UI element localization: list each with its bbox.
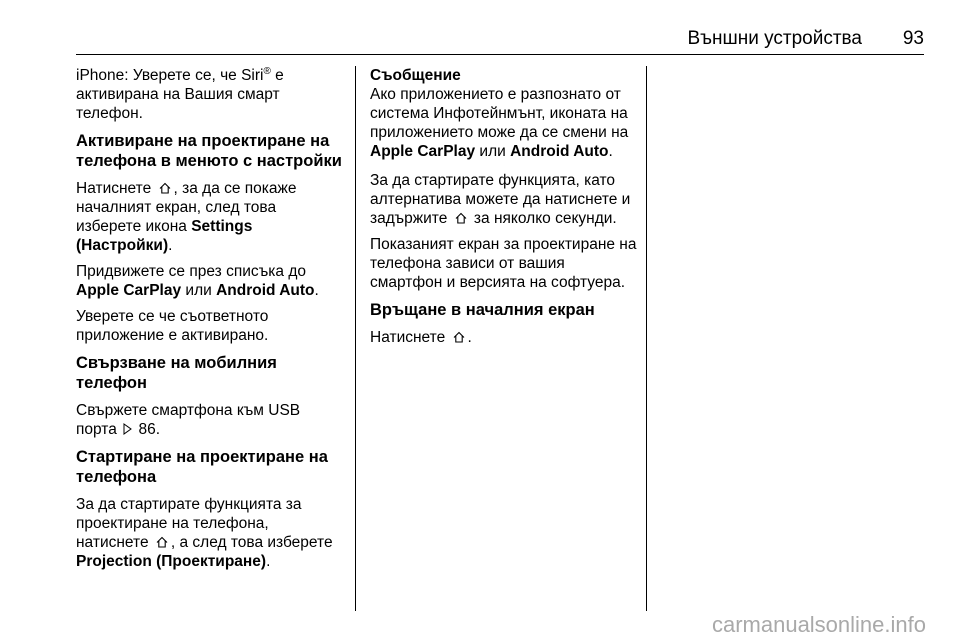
home-icon [158, 181, 172, 195]
usb-paragraph: Свържете смартфона към USB порта 86. [76, 402, 301, 438]
screen-depends-paragraph: Показаният екран за проектиране на телефона зависи от вашия смартфон и версията на софтуера. [370, 236, 637, 291]
press-hold-paragraph: За да стартирате функцията, като алтернатива можете да натиснете и задържите за няколко секунди. [370, 172, 631, 227]
left-column [76, 66, 344, 578]
page-reference-arrow-icon [123, 423, 132, 435]
heading-return-home: Връщане в началния екран [370, 301, 595, 319]
home-icon [454, 211, 468, 225]
home-icon [452, 330, 466, 344]
start-projection-paragraph: За да стартирате функцията за проектиране на телефона, натиснете , а след това изберете Projection (Проектиране). [76, 496, 333, 570]
header-rule [76, 54, 924, 55]
column-divider-right [646, 66, 647, 611]
note-box [370, 66, 638, 161]
heading-start-projection: Стартиране на проектиране на телефона [76, 448, 328, 486]
page-header [76, 28, 924, 50]
note-text: Ако приложението е разпознато от система Инфотейнмънт, иконата на приложението може да се смени на Apple CarPlay или Android Auto. [370, 86, 629, 160]
heading-connect-phone: Свързване на мобилния телефон [76, 354, 277, 392]
watermark: carmanualsonline.info [711, 612, 926, 637]
right-column [370, 66, 638, 354]
home-icon [155, 535, 169, 549]
heading-activate-projection: Активиране на проектиране на телефона в менюто с настройки [76, 132, 342, 170]
page-number: 93 [902, 28, 924, 49]
return-home-paragraph: Натиснете . [370, 329, 472, 346]
settings-paragraph: Натиснете , за да се покаже началният екран, след това изберете икона Settings (Настройки). [76, 180, 297, 254]
scroll-list-paragraph: Придвижете се през списъка до Apple CarPlay или Android Auto. [76, 263, 319, 299]
app-activated-paragraph: Уверете се че съответното приложение е активирано. [76, 308, 269, 344]
column-divider [355, 66, 356, 611]
note-title: Съобщение [370, 67, 461, 84]
header-title: Външни устройства [687, 28, 862, 49]
siri-paragraph: iPhone: Уверете се, че Siri® е активирана на Вашия смарт телефон. [76, 65, 284, 122]
